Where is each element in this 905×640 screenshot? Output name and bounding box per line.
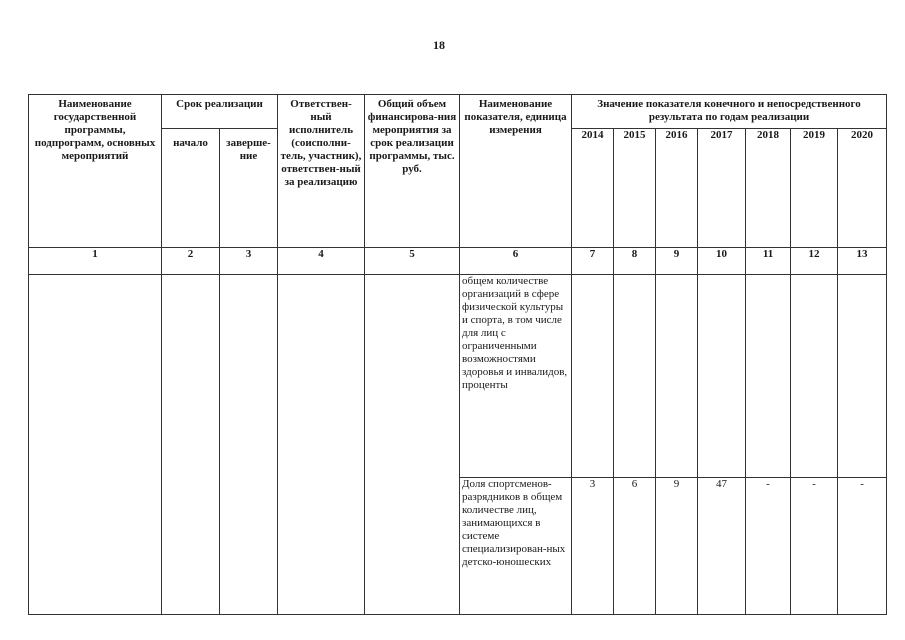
end-cell — [220, 275, 278, 615]
header-values: Значение показателя конечного и непосредственного результата по годам реализации — [572, 95, 887, 129]
responsible-cell — [278, 275, 365, 615]
header-period: Срок реализации — [162, 95, 278, 129]
header-funding: Общий объем финансирова-ния мероприятия за срок реализации программы, тыс. руб. — [365, 95, 460, 248]
column-number: 7 — [572, 248, 614, 275]
column-number: 9 — [656, 248, 698, 275]
indicators-table — [28, 94, 887, 615]
header-year-2020: 2020 — [838, 129, 887, 248]
column-number: 2 — [162, 248, 220, 275]
header-year-2016: 2016 — [656, 129, 698, 248]
table-row — [29, 275, 887, 478]
value-cell: 3 — [572, 478, 614, 615]
header-year-2019: 2019 — [791, 129, 838, 248]
value-cell: 6 — [614, 478, 656, 615]
header-year-2014: 2014 — [572, 129, 614, 248]
value-cell — [614, 275, 656, 478]
header-end: заверше-ние — [220, 129, 278, 248]
header-start: начало — [162, 129, 220, 248]
column-number: 3 — [220, 248, 278, 275]
value-cell — [791, 275, 838, 478]
value-cell: - — [746, 478, 791, 615]
column-number: 11 — [746, 248, 791, 275]
value-cell: - — [838, 478, 887, 615]
value-cell — [746, 275, 791, 478]
value-cell — [838, 275, 887, 478]
header-year-2015: 2015 — [614, 129, 656, 248]
column-number: 4 — [278, 248, 365, 275]
indicator-cell: общем количестве организаций в сфере физической культуры и спорта, в том числе для лиц с ограниченными возможностями здоровья и инвалидов, проценты — [460, 275, 572, 478]
program-name-cell — [29, 275, 162, 615]
header-responsible: Ответствен-ный исполнитель (соисполни-тель, участник), ответствен-ный за реализацию — [278, 95, 365, 248]
indicator-cell: Доля спортсменов-разрядников в общем количестве лиц, занимающихся в системе специализирован-ных детско-юношеских — [460, 478, 572, 615]
column-number: 5 — [365, 248, 460, 275]
value-cell — [698, 275, 746, 478]
value-cell: 47 — [698, 478, 746, 615]
funding-cell — [365, 275, 460, 615]
column-number: 1 — [29, 248, 162, 275]
value-cell: 9 — [656, 478, 698, 615]
start-cell — [162, 275, 220, 615]
value-cell: - — [791, 478, 838, 615]
page-number: 18 — [433, 38, 445, 52]
column-number: 10 — [698, 248, 746, 275]
header-year-2018: 2018 — [746, 129, 791, 248]
header-year-2017: 2017 — [698, 129, 746, 248]
column-number: 12 — [791, 248, 838, 275]
column-number: 6 — [460, 248, 572, 275]
header-indicator: Наименование показателя, единица измерения — [460, 95, 572, 248]
column-number: 13 — [838, 248, 887, 275]
header-program-name: Наименование государственной программы, подпрограмм, основных мероприятий — [29, 95, 162, 248]
value-cell — [572, 275, 614, 478]
column-number-row — [29, 248, 887, 275]
value-cell — [656, 275, 698, 478]
column-number: 8 — [614, 248, 656, 275]
